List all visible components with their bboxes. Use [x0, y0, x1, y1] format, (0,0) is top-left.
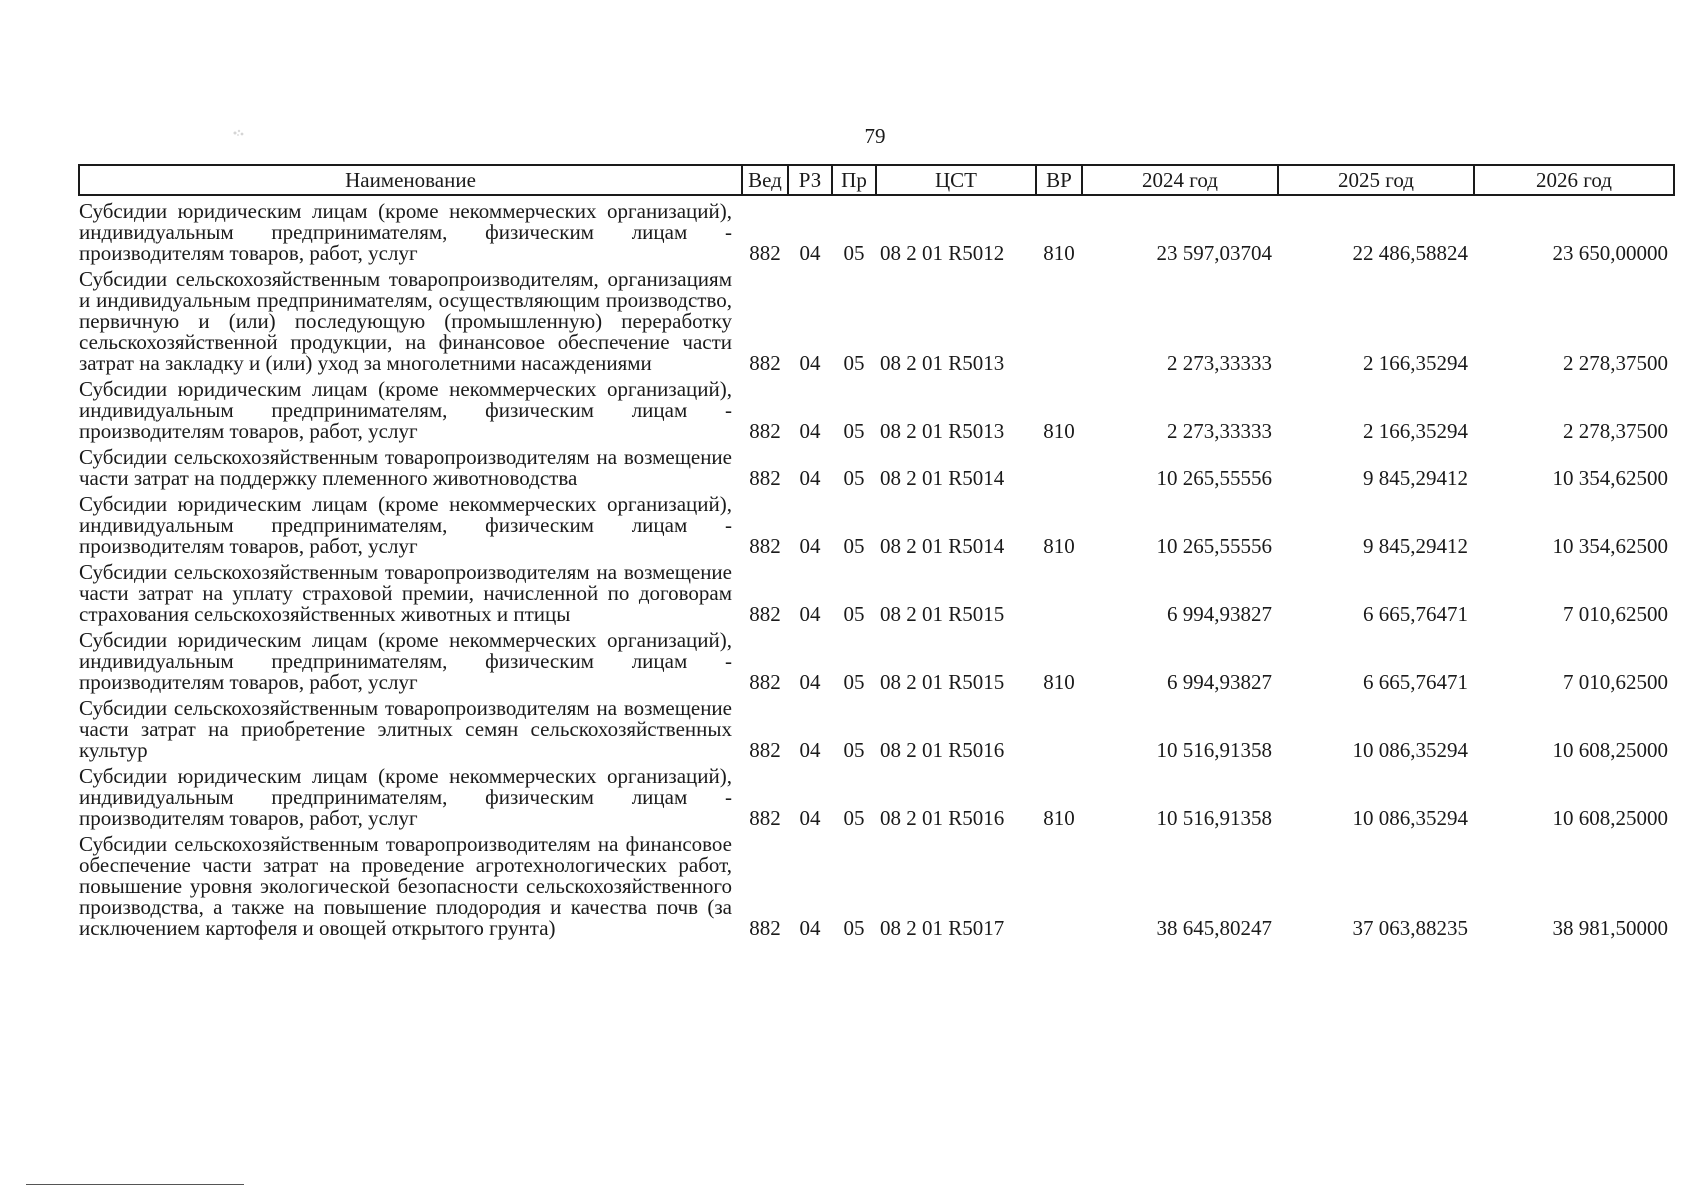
row-cst: 08 2 01 R5013: [880, 351, 1005, 375]
row-amount-2026: 38 981,50000: [1552, 916, 1668, 940]
row-cst: 08 2 01 R5016: [880, 738, 1005, 762]
budget-table: [78, 164, 1675, 939]
row-vr: 810: [1043, 534, 1075, 558]
row-pr: 05: [843, 670, 865, 694]
row-amount-2026: 10 608,25000: [1552, 806, 1668, 830]
row-cst: 08 2 01 R5012: [880, 241, 1005, 265]
row-name: Субсидии сельскохозяйственным товаропроизводителям на возмещение части затрат на уплату страховой премии, начисленной по договорам страхования сельскохозяйственных животных и птицы: [79, 560, 732, 626]
row-rz: 04: [799, 916, 821, 940]
row-cst: 08 2 01 R5015: [880, 602, 1005, 626]
header-cst: ЦСТ: [876, 165, 1036, 195]
footer-rule: [26, 1184, 244, 1185]
row-amount-2024: 6 994,93827: [1167, 602, 1272, 626]
header-2025: 2025 год: [1278, 165, 1474, 195]
row-amount-2025: 2 166,35294: [1363, 419, 1468, 443]
table-row: [79, 829, 1674, 939]
row-rz: 04: [799, 351, 821, 375]
row-rz: 04: [799, 806, 821, 830]
budget-table-container: [78, 164, 1673, 939]
row-amount-2024: 10 516,91358: [1156, 806, 1272, 830]
table-row: [79, 489, 1674, 557]
row-amount-2025: 9 845,29412: [1363, 466, 1468, 490]
row-pr: 05: [843, 534, 865, 558]
row-amount-2026: 7 010,62500: [1563, 602, 1668, 626]
row-amount-2026: 10 608,25000: [1552, 738, 1668, 762]
row-name: Субсидии сельскохозяйственным товаропроизводителям на финансовое обеспечение части затрат на проведение агротехнологических работ, повышение уровня экологической безопасности сельскохозяйственного производства, а также на повышение плодородия и качества почв (за исключением картофеля и овощей открытого грунта): [79, 832, 732, 940]
header-row: [79, 165, 1674, 195]
table-row: [79, 557, 1674, 625]
row-vr: [1036, 829, 1082, 939]
row-amount-2026: 7 010,62500: [1563, 670, 1668, 694]
row-cst: 08 2 01 R5016: [880, 806, 1005, 830]
row-amount-2025: 6 665,76471: [1363, 602, 1468, 626]
header-pr: Пр: [832, 165, 876, 195]
row-cst: 08 2 01 R5015: [880, 670, 1005, 694]
row-vr: [1036, 693, 1082, 761]
row-amount-2026: 2 278,37500: [1563, 419, 1668, 443]
table-header: [79, 165, 1674, 195]
row-amount-2025: 9 845,29412: [1363, 534, 1468, 558]
row-amount-2024: 10 516,91358: [1156, 738, 1272, 762]
table-row: [79, 264, 1674, 374]
row-amount-2024: 23 597,03704: [1156, 241, 1272, 265]
table-row: [79, 195, 1674, 264]
row-amount-2024: 38 645,80247: [1156, 916, 1272, 940]
row-vr: [1036, 557, 1082, 625]
row-name: Субсидии сельскохозяйственным товаропроизводителям на возмещение части затрат на поддержку племенного животноводства: [79, 445, 732, 490]
row-amount-2025: 37 063,88235: [1352, 916, 1468, 940]
header-vr: ВР: [1036, 165, 1082, 195]
header-ved: Вед: [742, 165, 788, 195]
row-rz: 04: [799, 738, 821, 762]
row-pr: 05: [843, 738, 865, 762]
row-pr: 05: [843, 351, 865, 375]
row-name: Субсидии юридическим лицам (кроме некоммерческих организаций), индивидуальным предпринимателям, физическим лицам - производителям товаров, работ, услуг: [79, 199, 732, 265]
row-amount-2024: 2 273,33333: [1167, 351, 1272, 375]
header-2024: 2024 год: [1082, 165, 1278, 195]
table-body: [79, 195, 1674, 939]
scan-speck: [232, 128, 246, 138]
row-amount-2025: 10 086,35294: [1352, 806, 1468, 830]
row-amount-2025: 10 086,35294: [1352, 738, 1468, 762]
row-name: Субсидии юридическим лицам (кроме некоммерческих организаций), индивидуальным предпринимателям, физическим лицам - производителям товаров, работ, услуг: [79, 764, 732, 830]
row-ved: 882: [749, 602, 781, 626]
row-pr: 05: [843, 419, 865, 443]
row-amount-2024: 10 265,55556: [1156, 534, 1272, 558]
row-name: Субсидии юридическим лицам (кроме некоммерческих организаций), индивидуальным предпринимателям, физическим лицам - производителям товаров, работ, услуг: [79, 492, 732, 558]
row-amount-2026: 10 354,62500: [1552, 534, 1668, 558]
row-cst: 08 2 01 R5014: [880, 466, 1005, 490]
row-name: Субсидии юридическим лицам (кроме некоммерческих организаций), индивидуальным предпринимателям, физическим лицам - производителям товаров, работ, услуг: [79, 628, 732, 694]
row-amount-2026: 2 278,37500: [1563, 351, 1668, 375]
row-ved: 882: [749, 241, 781, 265]
row-rz: 04: [799, 602, 821, 626]
row-rz: 04: [799, 419, 821, 443]
row-cst: 08 2 01 R5017: [880, 916, 1005, 940]
table-row: [79, 374, 1674, 442]
row-ved: 882: [749, 419, 781, 443]
row-name: Субсидии сельскохозяйственным товаропроизводителям, организациям и индивидуальным предпринимателям, осуществляющим производство, первичную и (или) последующую (промышленную) переработку сельскохозяйственной продукции, на финансовое обеспечение части затрат на закладку и (или) уход за многолетними насаждениями: [79, 267, 732, 375]
row-vr: [1036, 264, 1082, 374]
row-ved: 882: [749, 806, 781, 830]
row-pr: 05: [843, 241, 865, 265]
row-rz: 04: [799, 534, 821, 558]
row-rz: 04: [799, 670, 821, 694]
row-pr: 05: [843, 806, 865, 830]
row-amount-2025: 2 166,35294: [1363, 351, 1468, 375]
row-ved: 882: [749, 670, 781, 694]
header-rz: РЗ: [788, 165, 832, 195]
row-cst: 08 2 01 R5014: [880, 534, 1005, 558]
row-amount-2026: 10 354,62500: [1552, 466, 1668, 490]
row-amount-2025: 22 486,58824: [1352, 241, 1468, 265]
row-vr: 810: [1043, 419, 1075, 443]
row-name: Субсидии сельскохозяйственным товаропроизводителям на возмещение части затрат на приобретение элитных семян сельскохозяйственных культур: [79, 696, 732, 762]
table-row: [79, 442, 1674, 489]
row-amount-2025: 6 665,76471: [1363, 670, 1468, 694]
row-amount-2024: 2 273,33333: [1167, 419, 1272, 443]
row-pr: 05: [843, 602, 865, 626]
row-rz: 04: [799, 466, 821, 490]
table-row: [79, 625, 1674, 693]
row-pr: 05: [843, 916, 865, 940]
row-name: Субсидии юридическим лицам (кроме некоммерческих организаций), индивидуальным предпринимателям, физическим лицам - производителям товаров, работ, услуг: [79, 377, 732, 443]
row-vr: [1036, 442, 1082, 489]
row-vr: 810: [1043, 670, 1075, 694]
row-amount-2026: 23 650,00000: [1552, 241, 1668, 265]
row-amount-2024: 10 265,55556: [1156, 466, 1272, 490]
row-ved: 882: [749, 916, 781, 940]
row-ved: 882: [749, 351, 781, 375]
table-row: [79, 761, 1674, 829]
row-amount-2024: 6 994,93827: [1167, 670, 1272, 694]
row-ved: 882: [749, 466, 781, 490]
row-ved: 882: [749, 738, 781, 762]
page-number: 79: [864, 124, 886, 148]
row-cst: 08 2 01 R5013: [880, 419, 1005, 443]
header-2026: 2026 год: [1474, 165, 1674, 195]
row-vr: 810: [1043, 806, 1075, 830]
row-vr: 810: [1043, 241, 1075, 265]
table-row: [79, 693, 1674, 761]
row-rz: 04: [799, 241, 821, 265]
header-name: Наименование: [79, 165, 742, 195]
row-ved: 882: [749, 534, 781, 558]
row-pr: 05: [843, 466, 865, 490]
